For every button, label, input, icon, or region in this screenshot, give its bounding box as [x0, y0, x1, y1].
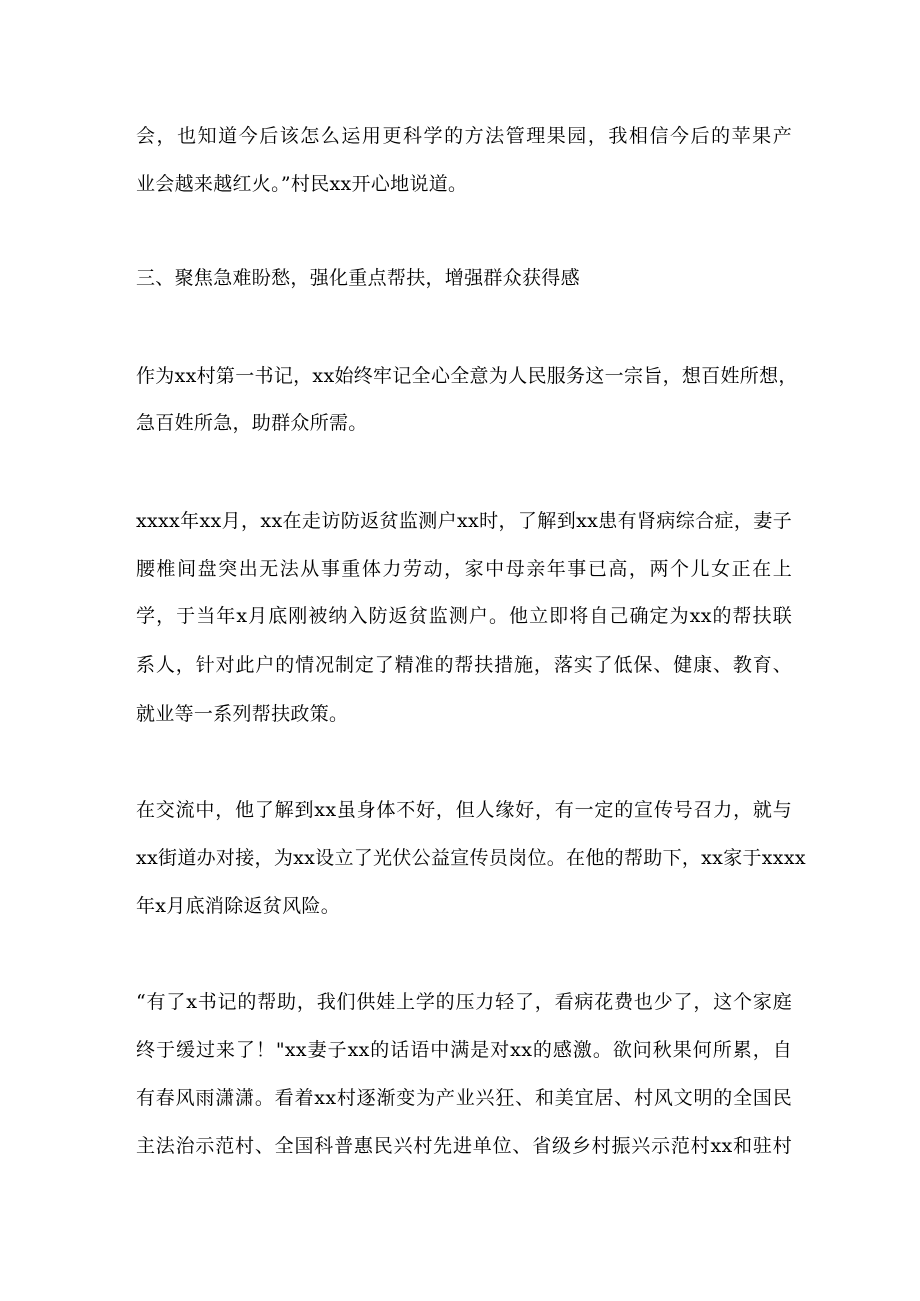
paragraph-6-line-3: 有春风雨潇潇。看着xx村逐渐变为产业兴狂、和美宜居、村风文明的全国民	[136, 1087, 792, 1109]
paragraph-1-line-2: 业会越来越红火。”村民xx开心地说道。	[136, 173, 468, 195]
paragraph-4-line-5: 就业等一系列帮扶政策。	[136, 703, 349, 725]
paragraph-6-line-2: 终于缓过来了！"xx妻子xx的话语中满是对xx的感激。欲问秋果何所累，自	[136, 1039, 792, 1061]
paragraph-3-line-1: 作为xx村第一书记，xx始终牢记全心全意为人民服务这一宗旨，想百姓所想，	[136, 365, 798, 387]
paragraph-4-line-3: 学，于当年x月底刚被纳入防返贫监测户。他立即将自己确定为xx的帮扶联	[136, 605, 792, 627]
paragraph-4-line-4: 系人，针对此户的情况制定了精准的帮扶措施，落实了低保、健康、教育、	[136, 654, 792, 676]
paragraph-5-line-2: xx街道办对接，为xx设立了光伏公益宣传员岗位。在他的帮助下，xx家于xxxx	[136, 847, 806, 869]
section-heading: 三、聚焦急难盼愁，强化重点帮扶，增强群众获得感	[136, 267, 580, 289]
paragraph-5-line-3: 年x月底消除返贫风险。	[136, 895, 341, 917]
paragraph-4-line-1: xxxx年xx月，xx在走访防返贫监测户xx时，了解到xx患有肾病综合症，妻子	[136, 510, 792, 532]
paragraph-3-line-2: 急百姓所急，助群众所需。	[136, 412, 368, 434]
paragraph-1-line-1: 会，也知道今后该怎么运用更科学的方法管理果园，我相信今后的苹果产	[136, 125, 792, 147]
paragraph-6-line-1: “有了x书记的帮助，我们供娃上学的压力轻了，看病花费也少了，这个家庭	[136, 991, 792, 1013]
paragraph-4-line-2: 腰椎间盘突出无法从事重体力劳动，家中母亲年事已高，两个儿女正在上	[136, 558, 792, 580]
paragraph-5-line-1: 在交流中，他了解到xx虽身体不好，但人缘好，有一定的宣传号召力，就与	[136, 799, 792, 821]
paragraph-6-line-4: 主法治示范村、全国科普惠民兴村先进单位、省级乡村振兴示范村xx和驻村	[136, 1135, 792, 1157]
